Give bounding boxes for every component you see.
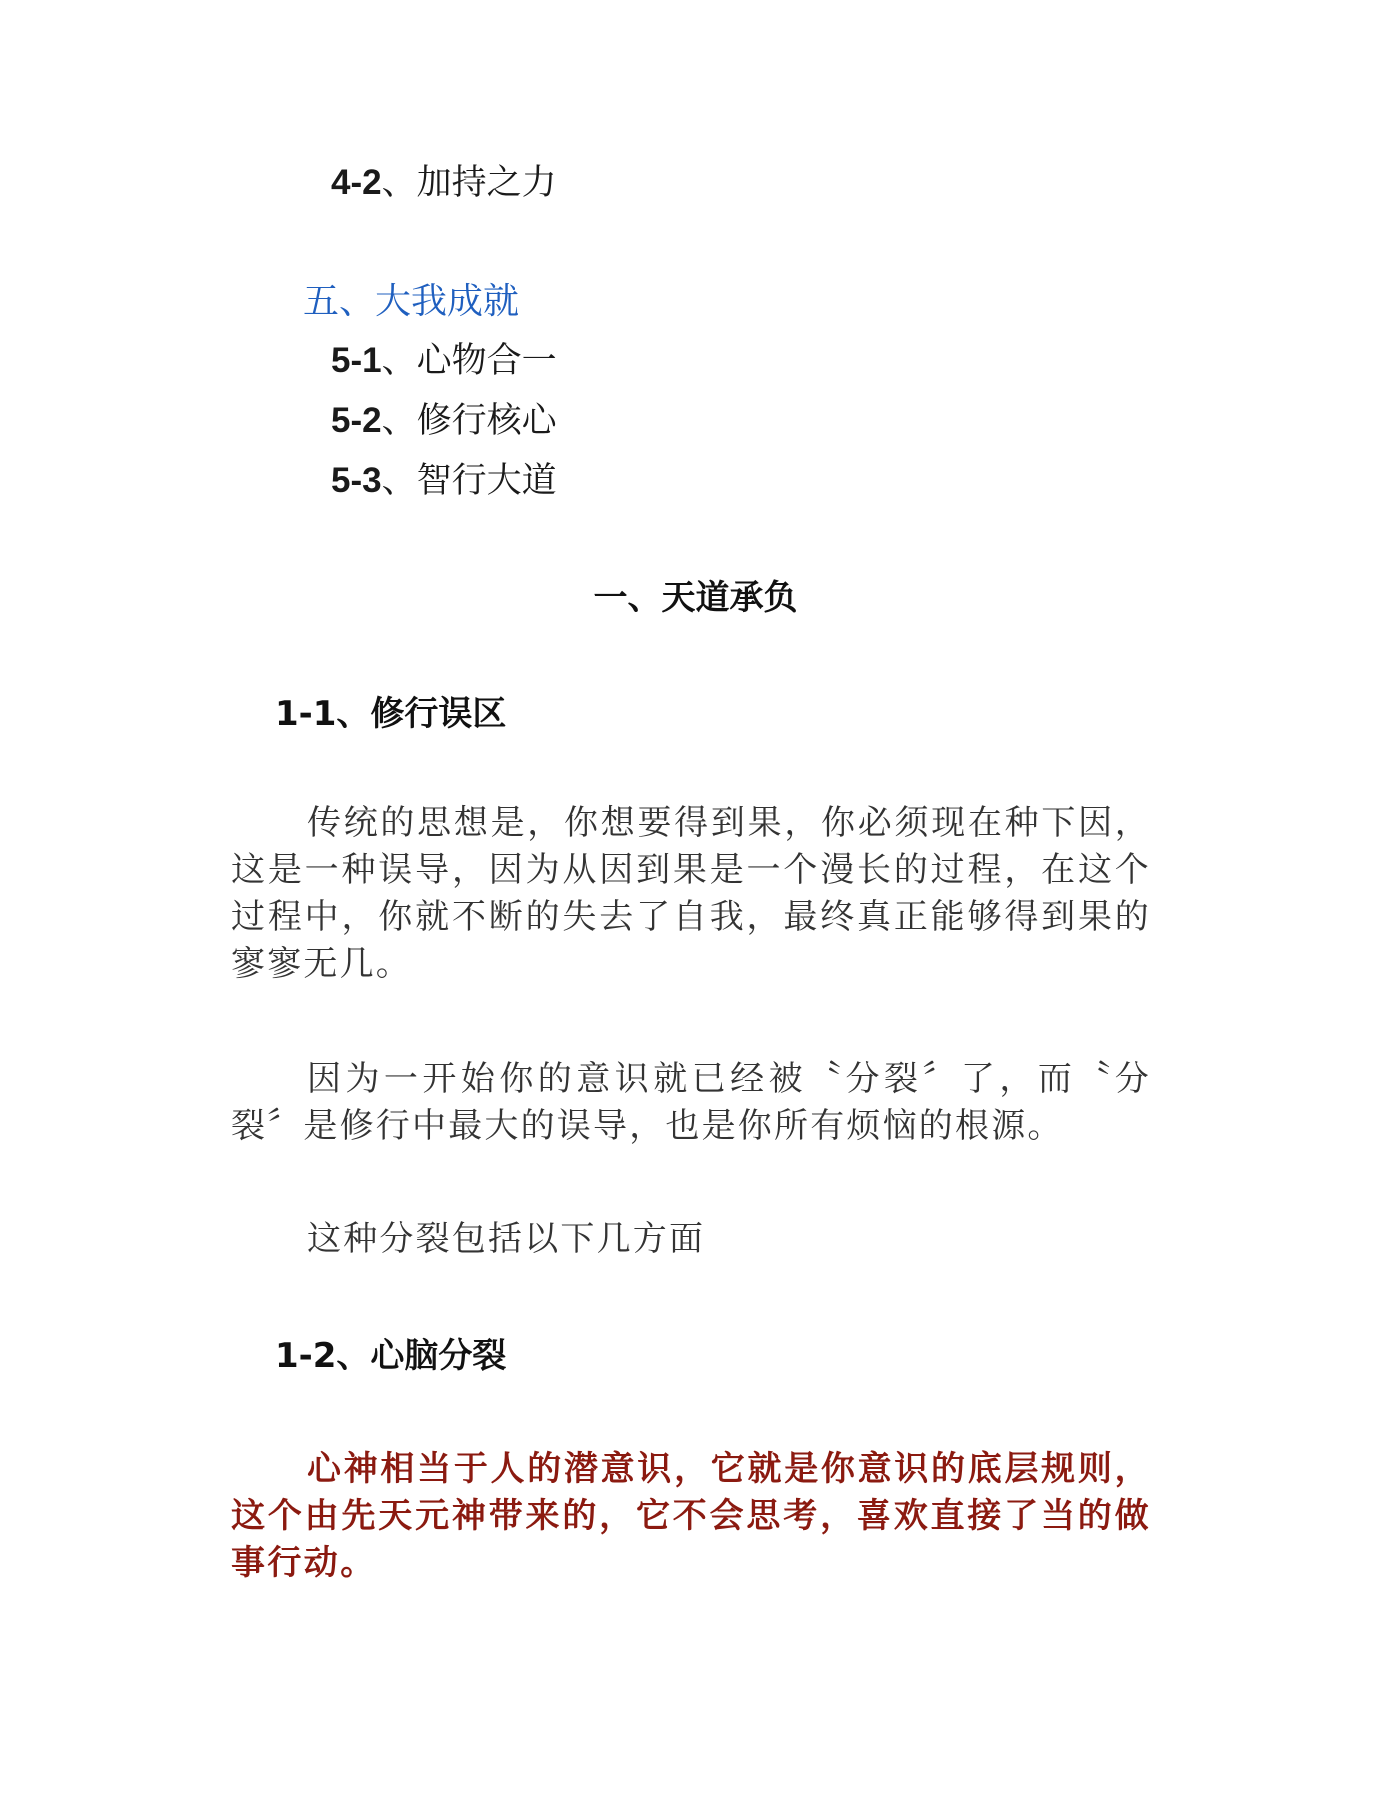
chapter-heading: 一、天道承负 [593, 578, 798, 618]
paragraph-1: 传统的思想是，你想要得到果，你必须现在种下因，这是一种误导，因为从因到果是一个漫长的过程，在这个过程中，你就不断的失去了自我，最终真正能够得到果的寥寥无几。 [231, 803, 1151, 984]
toc-item-5-3[interactable] [331, 460, 557, 502]
toc-item-number: 5-1 [331, 341, 382, 380]
paragraph-4-emphasis: 心神相当于人的潜意识，它就是你意识的底层规则，这个由先天元神带来的，它不会思考，喜欢直接了当的做事行动。 [231, 1449, 1151, 1583]
toc-item-number: 5-2 [331, 401, 382, 440]
paragraph-3: 这种分裂包括以下几方面 [307, 1219, 706, 1259]
toc-item-number: 5-3 [331, 461, 382, 500]
toc-item-4-2[interactable] [331, 162, 557, 204]
toc-item-number: 4-2 [331, 163, 382, 202]
toc-item-title: 、修行核心 [381, 401, 557, 441]
section-heading-1-2: 1-2、心脑分裂 [275, 1336, 507, 1376]
toc-item-title: 、加持之力 [381, 163, 557, 203]
paragraph-2: 因为一开始你的意识就已经被〝分裂〞了，而〝分裂〞是修行中最大的误导，也是你所有烦恼的根源。 [231, 1059, 1151, 1146]
toc-item-title: 、智行大道 [381, 461, 557, 501]
toc-item-5-2[interactable] [331, 400, 557, 442]
toc-item-5-1[interactable] [331, 340, 557, 382]
toc-chapter-5[interactable]: 五、大我成就 [303, 281, 520, 322]
section-heading-1-1: 1-1、修行误区 [275, 694, 507, 734]
toc-item-title: 、心物合一 [381, 341, 557, 381]
